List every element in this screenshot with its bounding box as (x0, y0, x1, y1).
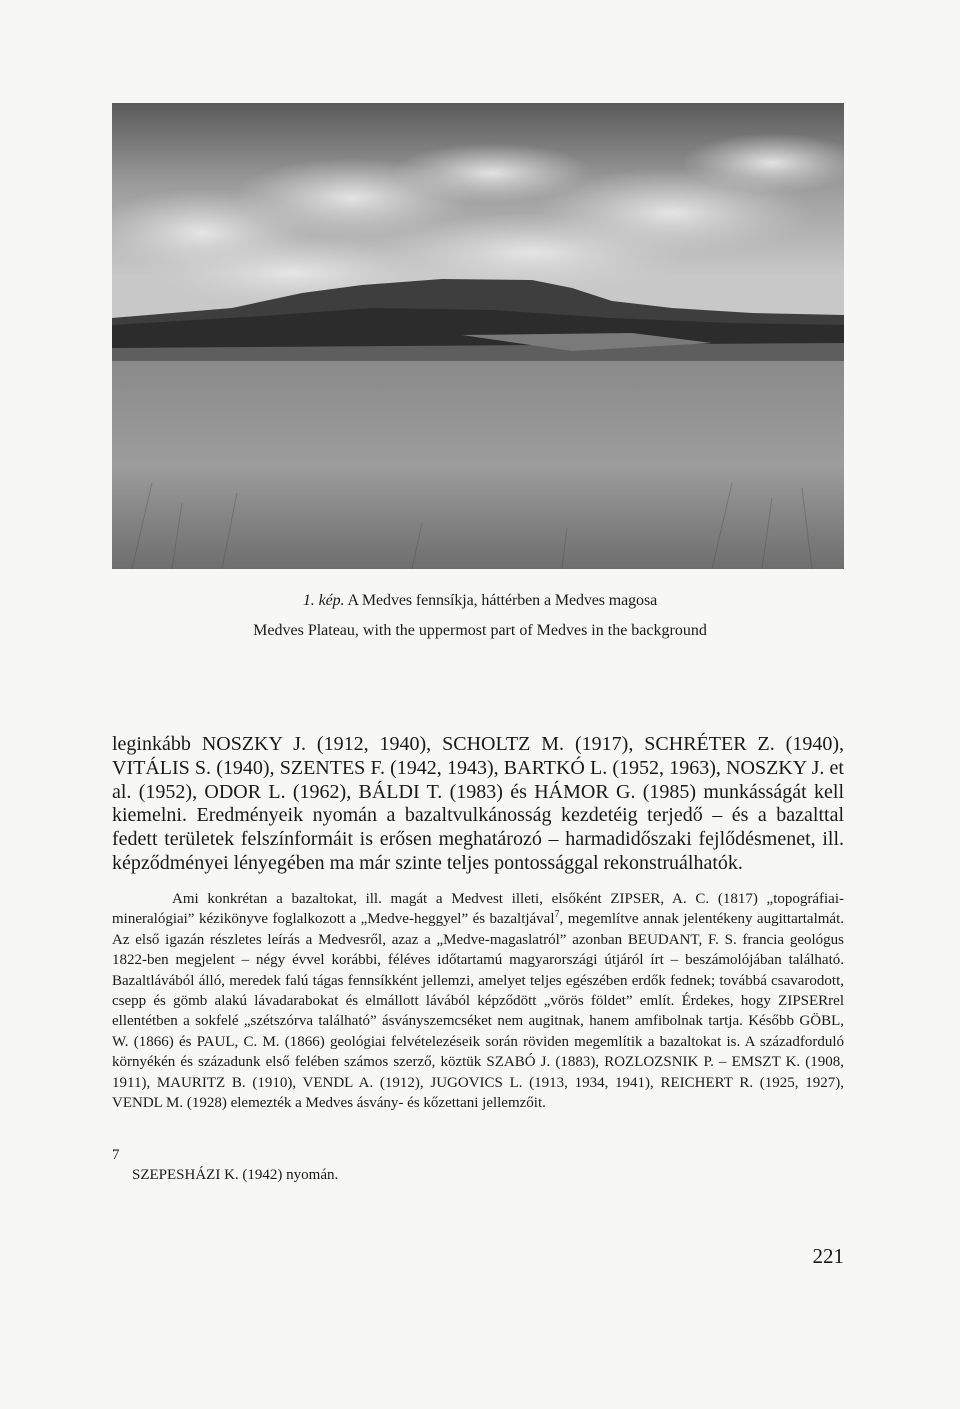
footnote-reference[interactable]: 7 (554, 909, 560, 921)
figure-caption-english: Medves Plateau, with the uppermost part of Medves in the background (253, 622, 707, 639)
history-paragraph (112, 889, 844, 1113)
figure-caption-hu-text: A Medves fennsíkja, háttérben a Medves magosa (344, 592, 658, 609)
body-paragraph (112, 733, 844, 876)
history-paragraph-text (112, 889, 844, 1113)
body-paragraph-text: leginkább NOSZKY J. (1912, 1940), SCHOLTZ M. (1917), SCHRÉTER Z. (1940), VITÁLIS S. (1940), SZENTES F. (1942, 1943), BARTKÓ L. (1952, 1963), NOSZKY J. et al. (1952), ODOR L. (1962), BÁLDI T. (1983) és HÁMOR G. (1985) munkásságát kell kiemelni. Eredményeik nyomán a bazaltvulkánosság kezdetéig terjedő – és a bazalttal fedett területek felszínformáit is erősen meghatározó – harmadidőszaki fejlődésmenet, ill. képződményei lényegében ma már szinte teljes pontossággal rekonstruálhatók. (112, 733, 844, 874)
history-text-part1: Ami konkrétan a bazaltokat, ill. magát a Medvest illeti, elsőként ZIPSER, A. C. (1817) „topográfiai-mineralógiai” kézikönyve foglalkozott a „Medve-heggyel” és bazaltjával (112, 891, 844, 928)
landscape-photo (112, 103, 844, 569)
figure-label: 1. kép. (302, 592, 345, 609)
photo-illustration (112, 103, 844, 569)
footnote-marker: 7 (112, 1147, 120, 1163)
footnote-text: SZEPESHÁZI K. (1942) nyomán. (132, 1167, 339, 1183)
history-text-part2: , megemlítve annak jelentékeny augittartalmát. Az első igazán részletes leírás a Medvesről, azaz a „Medve-magaslatról” azonban BEUDANT, F. S. francia geológus 1822-ben megjelent – négy évvel korábbi, féléves időtartamú magyarországi útjáról írt – beszámolójában található. Bazaltlávából álló, meredek falú tágas fennsíkként jellemzi, amelyet teljes egészében erdők fednek; továbbá csavarodott, csepp és gömb alakú lávadarabokat és elmállott lávából képződött „vörös földet” említ. Érdekes, hogy ZIPSERrel ellentétben a sokfelé „szétszórva található” ásványszemcséket nem augitnak, hanem amfibolnak tartja. Később GÖBL, W. (1866) és PAUL, C. M. (1866) geológiai felvételezéseik során röviden megemlítik a bazaltokat is. A századforduló környékén és századunk első felében számos szerző, köztük SZABÓ J. (1883), ROZLOZSNIK P. – EMSZT K. (1908, 1911), MAURITZ B. (1910), VENDL A. (1912), JUGOVICS L. (1913, 1934, 1941), REICHERT R. (1925, 1927), VENDL M. (1928) elemezték a Medves ásvány- és kőzettani jellemzőit. (112, 911, 844, 1112)
figure-caption-hungarian (0, 592, 960, 610)
page-number: 221 (812, 1244, 844, 1268)
